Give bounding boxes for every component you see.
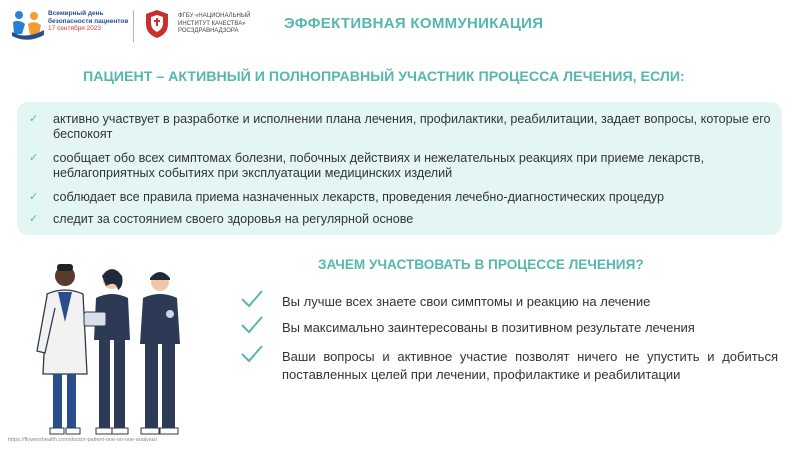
check-icon: ✓ [29,113,39,125]
logo1-date: 17 сентября 2023 [48,25,102,32]
reason-text: Вы максимально заинтересованы в позитивном результате лечения [282,320,695,335]
check-icon [240,315,264,335]
condition-item [29,190,774,205]
header-divider [133,10,134,42]
page-title: ЭФФЕКТИВНАЯ КОММУНИКАЦИЯ [284,15,544,32]
medical-staff-illustration [20,258,210,443]
check-icon [240,289,264,309]
condition-text: активно участвует в разработке и исполнении плана лечения, профилактики, реабилитации, задает вопросы, которые его беспокоят [53,112,771,141]
people-hands-icon [10,8,46,42]
conditions-box [17,102,782,235]
section2-heading: ЗАЧЕМ УЧАСТВОВАТЬ В ПРОЦЕССЕ ЛЕЧЕНИЯ? [318,257,644,272]
doctors-icon [20,258,210,443]
condition-item [29,151,774,181]
emblem-icon [142,8,172,40]
patient-safety-day-logo [10,8,128,42]
check-icon: ✓ [29,213,39,225]
reason-text: Ваши вопросы и активное участие позволят ничего не упустить и добиться поставленных целей при лечении, профилактике и реабилитации [282,349,778,382]
condition-text: соблюдает все правила приема назначенных лекарств, проведения лечебно-диагностических процедур [53,190,664,204]
condition-item [29,212,774,227]
condition-text: сообщает обо всех симптомах болезни, побочных действиях и нежелательных реакциях при приеме лекарств, неблагоприятных событиях при эксплуатации медицинских изделий [53,151,705,180]
institute-name: ФГБУ «НАЦИОНАЛЬНЫЙ ИНСТИТУТ КАЧЕСТВА» РОСЗДРАВНАДЗОРА [178,13,251,34]
section1-heading: ПАЦИЕНТ – АКТИВНЫЙ И ПОЛНОПРАВНЫЙ УЧАСТНИК ПРОЦЕССА ЛЕЧЕНИЯ, ЕСЛИ: [83,69,685,85]
check-icon: ✓ [29,152,39,164]
reason-text: Вы лучше всех знаете свои симптомы и реакцию на лечение [282,294,651,309]
check-icon: ✓ [29,191,39,203]
institute-logo [142,8,262,42]
logo1-title: Всемирный день безопасности пациентов [48,10,129,25]
check-icon [240,344,264,364]
condition-text: следит за состоянием своего здоровья на регулярной основе [53,212,414,226]
source-link[interactable]: https://flowershealth.com/doctor-patient-one-on-one-analysis/ [8,437,158,443]
condition-item [29,112,774,142]
